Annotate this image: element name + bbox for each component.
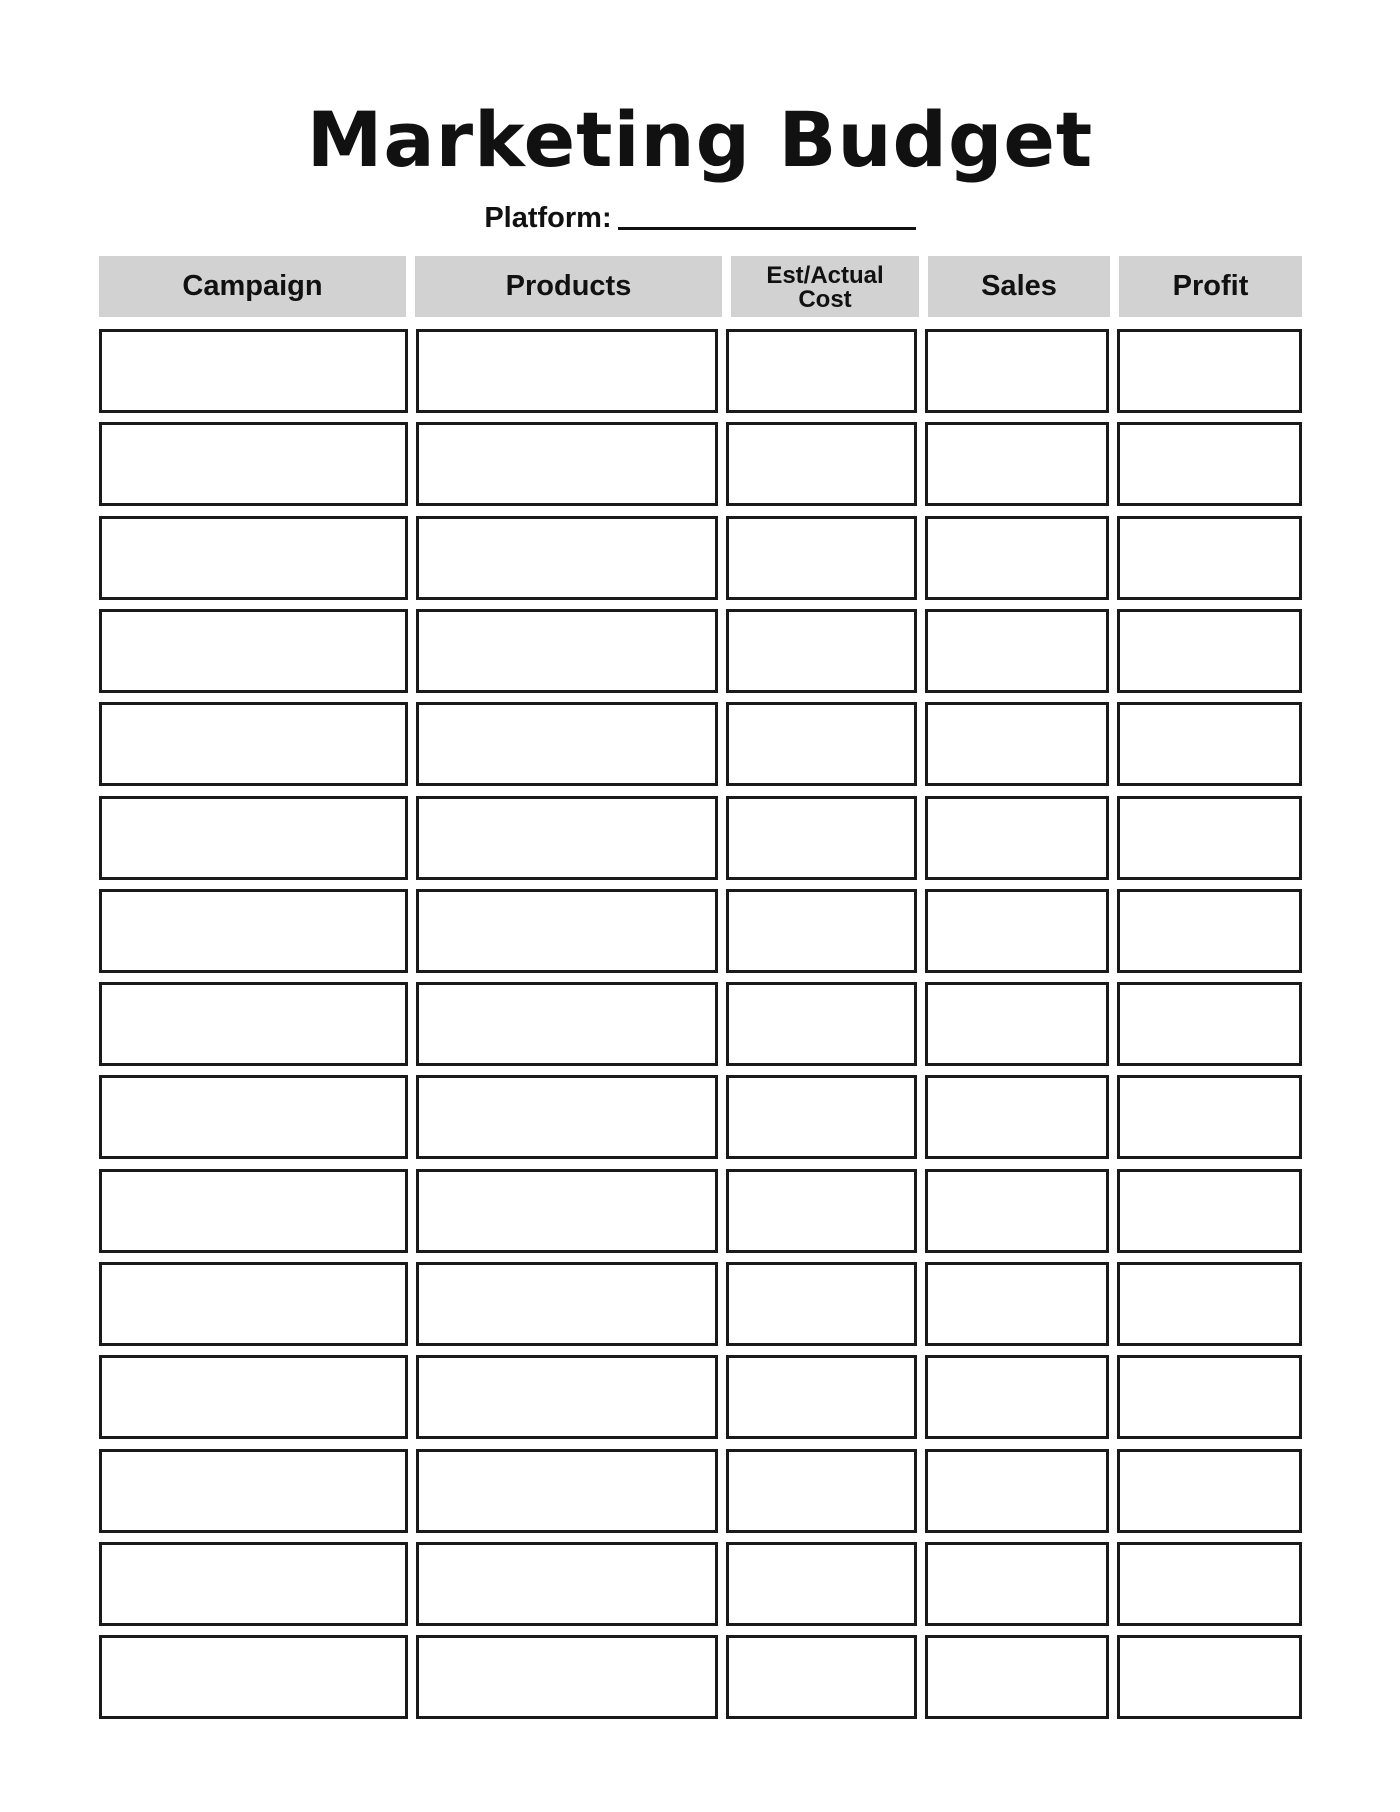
cell-products[interactable]: [416, 329, 718, 413]
cell-sales[interactable]: [925, 516, 1109, 600]
cell-sales[interactable]: [925, 422, 1109, 506]
cell-profit[interactable]: [1117, 329, 1302, 413]
table-row: [99, 889, 1305, 973]
cell-cost[interactable]: [726, 1449, 917, 1533]
cell-cost[interactable]: [726, 702, 917, 786]
cell-cost[interactable]: [726, 1635, 917, 1719]
cell-campaign[interactable]: [99, 1169, 408, 1253]
platform-field: [0, 200, 1400, 236]
header-sales: Sales: [928, 256, 1110, 317]
cell-sales[interactable]: [925, 702, 1109, 786]
page-title: Marketing Budget: [306, 95, 1094, 184]
cell-campaign[interactable]: [99, 889, 408, 973]
cell-profit[interactable]: [1117, 702, 1302, 786]
cell-cost[interactable]: [726, 609, 917, 693]
cell-sales[interactable]: [925, 889, 1109, 973]
table-row: [99, 1635, 1305, 1719]
cell-profit[interactable]: [1117, 1542, 1302, 1626]
cell-campaign[interactable]: [99, 329, 408, 413]
cell-products[interactable]: [416, 1355, 718, 1439]
cell-profit[interactable]: [1117, 516, 1302, 600]
cell-campaign[interactable]: [99, 422, 408, 506]
cell-cost[interactable]: [726, 982, 917, 1066]
cell-profit[interactable]: [1117, 1169, 1302, 1253]
cell-products[interactable]: [416, 889, 718, 973]
cell-profit[interactable]: [1117, 1262, 1302, 1346]
cell-campaign[interactable]: [99, 1542, 408, 1626]
cell-cost[interactable]: [726, 1542, 917, 1626]
table-row: [99, 1075, 1305, 1159]
cell-profit[interactable]: [1117, 889, 1302, 973]
cell-sales[interactable]: [925, 982, 1109, 1066]
cell-sales[interactable]: [925, 609, 1109, 693]
table-header: [99, 256, 1302, 317]
cell-cost[interactable]: [726, 1262, 917, 1346]
table-row: [99, 796, 1305, 880]
cell-campaign[interactable]: [99, 1075, 408, 1159]
cell-products[interactable]: [416, 702, 718, 786]
cell-profit[interactable]: [1117, 609, 1302, 693]
table-row: [99, 702, 1305, 786]
cell-cost[interactable]: [726, 422, 917, 506]
cell-sales[interactable]: [925, 1262, 1109, 1346]
cell-cost[interactable]: [726, 796, 917, 880]
header-profit: Profit: [1119, 256, 1302, 317]
cell-campaign[interactable]: [99, 1635, 408, 1719]
cell-campaign[interactable]: [99, 796, 408, 880]
cell-sales[interactable]: [925, 796, 1109, 880]
cell-campaign[interactable]: [99, 1449, 408, 1533]
cell-campaign[interactable]: [99, 609, 408, 693]
header-est-actual-cost: [731, 256, 919, 317]
cell-cost[interactable]: [726, 1075, 917, 1159]
cell-sales[interactable]: [925, 1169, 1109, 1253]
cell-profit[interactable]: [1117, 796, 1302, 880]
cell-cost[interactable]: [726, 1169, 917, 1253]
table-row: [99, 609, 1305, 693]
table-row: [99, 516, 1305, 600]
cell-products[interactable]: [416, 982, 718, 1066]
cell-cost[interactable]: [726, 329, 917, 413]
cell-campaign[interactable]: [99, 1262, 408, 1346]
cell-products[interactable]: [416, 796, 718, 880]
table-row: [99, 1355, 1305, 1439]
cell-products[interactable]: [416, 1262, 718, 1346]
cell-profit[interactable]: [1117, 1075, 1302, 1159]
cell-sales[interactable]: [925, 329, 1109, 413]
cell-sales[interactable]: [925, 1355, 1109, 1439]
table-row: [99, 329, 1305, 413]
cell-campaign[interactable]: [99, 982, 408, 1066]
cell-products[interactable]: [416, 609, 718, 693]
cell-cost[interactable]: [726, 889, 917, 973]
cell-cost[interactable]: [726, 516, 917, 600]
cell-cost[interactable]: [726, 1355, 917, 1439]
cell-products[interactable]: [416, 1449, 718, 1533]
table-row: [99, 1542, 1305, 1626]
cell-profit[interactable]: [1117, 1449, 1302, 1533]
cell-products[interactable]: [416, 1635, 718, 1719]
cell-profit[interactable]: [1117, 1635, 1302, 1719]
platform-label: Platform:: [484, 202, 612, 234]
cell-products[interactable]: [416, 422, 718, 506]
cell-products[interactable]: [416, 1075, 718, 1159]
cell-profit[interactable]: [1117, 422, 1302, 506]
cell-campaign[interactable]: [99, 516, 408, 600]
header-est-actual-cost-label: Est/Actual Cost: [766, 261, 884, 313]
cell-sales[interactable]: [925, 1449, 1109, 1533]
table-row: [99, 1169, 1305, 1253]
header-campaign: Campaign: [99, 256, 406, 317]
cell-products[interactable]: [416, 1542, 718, 1626]
table-row: [99, 1262, 1305, 1346]
cell-profit[interactable]: [1117, 982, 1302, 1066]
cell-products[interactable]: [416, 516, 718, 600]
cell-campaign[interactable]: [99, 702, 408, 786]
cell-sales[interactable]: [925, 1542, 1109, 1626]
cell-sales[interactable]: [925, 1635, 1109, 1719]
table-row: [99, 422, 1305, 506]
table-row: [99, 1449, 1305, 1533]
platform-input-line[interactable]: [618, 227, 916, 230]
header-products: Products: [415, 256, 722, 317]
table-row: [99, 982, 1305, 1066]
cell-products[interactable]: [416, 1169, 718, 1253]
cell-campaign[interactable]: [99, 1355, 408, 1439]
cell-profit[interactable]: [1117, 1355, 1302, 1439]
cell-sales[interactable]: [925, 1075, 1109, 1159]
